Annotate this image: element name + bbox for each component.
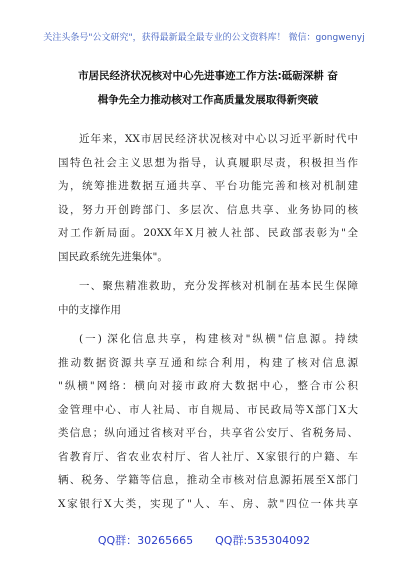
text-line: X家银行X大类，实现了"人、车、房、款"四位一体共享: [58, 497, 358, 510]
header-banner: 关注头条号"公文研究"，获得最新最全最专业的公文资料库！ 微信：gongwenyj: [43, 33, 365, 43]
title-line-2: 楫争先全力推动核对工作高质量发展取得新突破: [97, 94, 319, 106]
footer-qq-2: QQ群:535304092: [215, 534, 311, 547]
title-line-1: 市居民经济状况核对中心先进事迹工作方法:砥砺深耕 奋: [78, 70, 338, 82]
text-line: 国民政系统先进集体"。: [58, 250, 168, 263]
text-line: 国特色社会主义思想为指导，认真履职尽责，积极担当作: [58, 156, 358, 169]
footer-qq-groups: [0, 532, 408, 548]
text-line: 推动数据资源共享互通和综合利用，构建了核对信息源: [58, 356, 358, 369]
paragraph-intro: [58, 128, 358, 269]
text-line: 类信息；纵向通过省核对平台，共享省公安厅、省税务局、: [58, 427, 358, 439]
section-heading-1: [58, 275, 358, 322]
text-line: 金管理中心、市人社局、市自规局、市民政局等X部门X大: [58, 403, 358, 416]
text-line: 辆、税务、学籍等信息，推动全市核对信息源拓展至X部门: [58, 474, 358, 486]
text-line: 省教育厅、省农业农村厅、省人社厅、X家银行的户籍、车: [58, 450, 358, 463]
footer-qq-1: QQ群：30265665: [97, 534, 194, 547]
document-body: [58, 128, 358, 522]
text-line: 对工作新局面。20XX年X月被人社部、民政部表彰为"全: [58, 227, 358, 239]
text-line: "纵横"网络：横向对接市政府大数据中心，整合市公积: [58, 380, 358, 392]
paragraph-section-1-1: [58, 328, 358, 516]
document-title: [58, 64, 358, 112]
text-line: 一、聚焦精准救助，充分发挥核对机制在基本民生保障: [79, 280, 358, 292]
text-line: 近年来，XX市居民经济状况核对中心以习近平新时代中: [79, 133, 358, 145]
text-line: 为，统筹推进数据互通共享、平台功能完善和核对机制建: [58, 180, 358, 192]
text-line: (一) 深化信息共享，构建核对"纵横"信息源。持续: [79, 333, 358, 345]
text-line: 设，努力开创跨部门、多层次、信息共享、业务协同的核: [58, 203, 358, 216]
text-line: 中的支撑作用: [58, 303, 121, 316]
